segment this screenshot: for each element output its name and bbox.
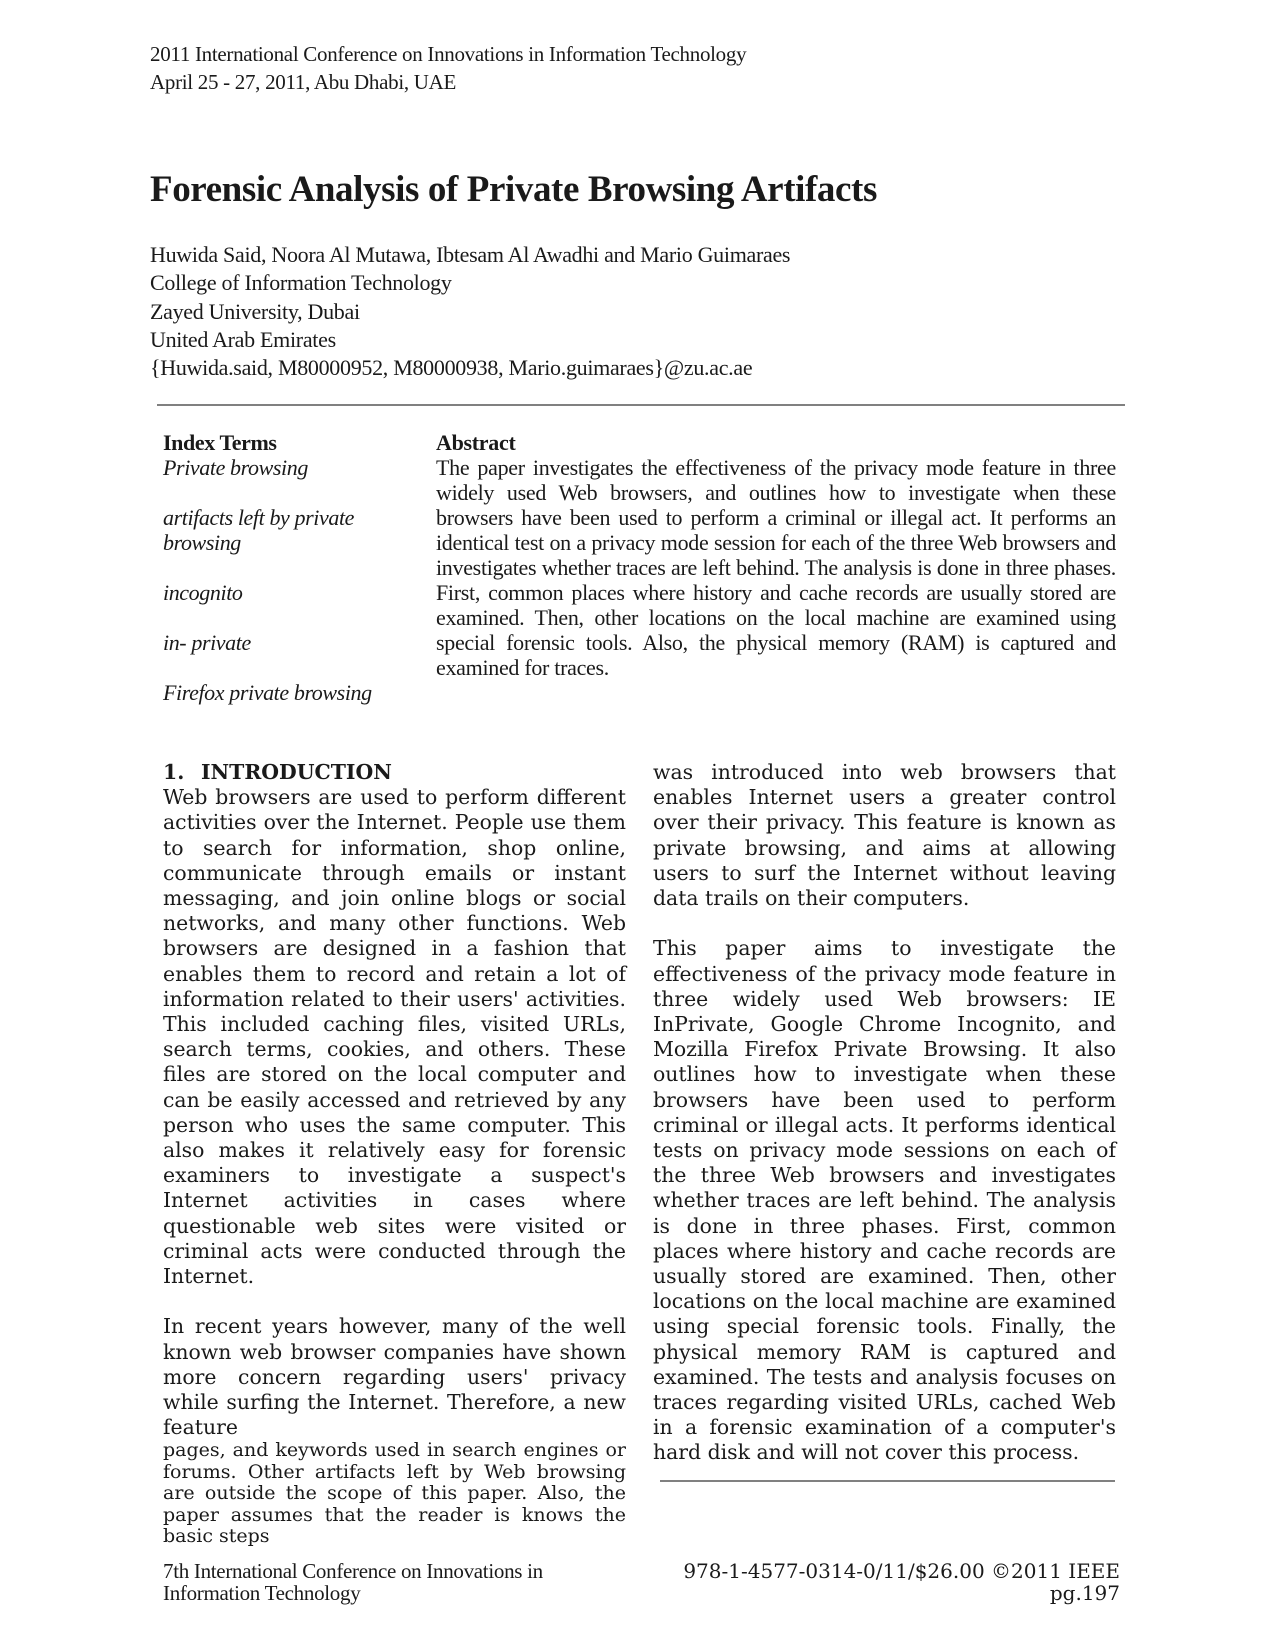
section-title: INTRODUCTION bbox=[201, 760, 392, 784]
paragraph: In recent years however, many of the well known web browser companies have shown more concern regarding users' privacy while surfing the Internet. Therefore, a new feature bbox=[163, 1314, 626, 1440]
author-university: Zayed University, Dubai bbox=[150, 298, 360, 324]
footnote-divider bbox=[660, 1480, 1115, 1482]
footer-left bbox=[163, 1560, 543, 1604]
abstract-text: The paper investigates the effectiveness of the privacy mode feature in three widely used Web browsers, and outlines how to investigate when these browsers have been used to perform a criminal or illegal act. It performs an identical test on a privacy mode session for each of the three Web browsers and investigates whether traces are left behind. The analysis is done in three phases. First, common places where history and cache records are usually stored are examined. Then, other locations on the local machine are examined using special forensic tools. Also, the physical memory (RAM) is captured and examined for traces. bbox=[436, 455, 1116, 680]
conference-dates: April 25 - 27, 2011, Abu Dhabi, UAE bbox=[150, 70, 457, 94]
author-college: College of Information Technology bbox=[150, 270, 452, 296]
authors-block bbox=[150, 241, 790, 382]
section-number: 1. bbox=[163, 760, 185, 784]
conference-header bbox=[150, 40, 746, 96]
section-heading bbox=[163, 760, 626, 785]
conference-name: 2011 International Conference on Innovations in Information Technology bbox=[150, 42, 747, 66]
paragraph: Web browsers are used to perform different activities over the Internet. People use them to search for information, shop online, communicate through emails or instant messaging, and join online blogs or social networks, and many other functions. Web browsers are designed in a fashion that enables them to record and retain a lot of information related to their users' activities. This included caching files, visited URLs, search terms, cookies, and others. These files are stored on the local computer and can be easily accessed and retrieved by any person who uses the same computer. This also makes it relatively easy for forensic examiners to investigate a suspect's Internet activities in cases where questionable web sites were visited or criminal acts were conducted through the Internet. bbox=[163, 785, 626, 1289]
footer-right bbox=[650, 1560, 1120, 1604]
abstract-heading: Abstract bbox=[436, 430, 516, 455]
left-column bbox=[163, 760, 626, 1548]
footer-conference: 7th International Conference on Innovations in bbox=[163, 1559, 543, 1583]
index-terms bbox=[163, 430, 413, 705]
footer-conference-cont: Information Technology bbox=[163, 1581, 361, 1605]
index-term: incognito bbox=[163, 580, 243, 605]
paragraph: This paper aims to investigate the effectiveness of the privacy mode feature in three widely used Web browsers: IE InPrivate, Google Chrome Incognito, and Mozilla Firefox Private Browsing. It also outlines how to investigate when these browsers have been used to perform criminal or illegal acts. It performs identical tests on privacy mode sessions on each of the three Web browsers and investigates whether traces are left behind. The analysis is done in three phases. First, common places where history and cache records are usually stored are examined. Then, other locations on the local machine are examined using special forensic tools. Finally, the physical memory RAM is captured and examined. The tests and analysis focuses on traces regarding visited URLs, cached Web in a forensic examination of a computer's hard disk and will not cover this process. bbox=[653, 936, 1116, 1465]
index-term: Firefox private browsing bbox=[163, 680, 372, 705]
paragraph-continuation: pages, and keywords used in search engines or forums. Other artifacts left by Web browsing are outside the scope of this paper. Also, the paper assumes that the reader is knows the basic steps bbox=[163, 1439, 626, 1548]
header-divider bbox=[157, 404, 1125, 406]
index-terms-heading: Index Terms bbox=[163, 430, 277, 455]
footer-isbn-copyright: 978-1-4577-0314-0/11/$26.00 ©2011 IEEE bbox=[683, 1559, 1120, 1583]
page-number: pg.197 bbox=[1049, 1581, 1120, 1605]
author-country: United Arab Emirates bbox=[150, 326, 336, 352]
paragraph: was introduced into web browsers that enables Internet users a greater control over their privacy. This feature is known as private browsing, and aims at allowing users to surf the Internet without leaving data trails on their computers. bbox=[653, 760, 1116, 911]
index-term: artifacts left by private browsing bbox=[163, 505, 355, 555]
index-term: in- private bbox=[163, 630, 251, 655]
paper-title: Forensic Analysis of Private Browsing Artifacts bbox=[150, 169, 877, 210]
author-names: Huwida Said, Noora Al Mutawa, Ibtesam Al Awadhi and Mario Guimaraes bbox=[150, 242, 791, 267]
right-column bbox=[653, 760, 1116, 1466]
author-emails: {Huwida.said, M80000952, M80000938, Mario.guimaraes}@zu.ac.ae bbox=[150, 355, 753, 381]
index-term: Private browsing bbox=[163, 455, 308, 480]
abstract bbox=[436, 430, 1116, 680]
